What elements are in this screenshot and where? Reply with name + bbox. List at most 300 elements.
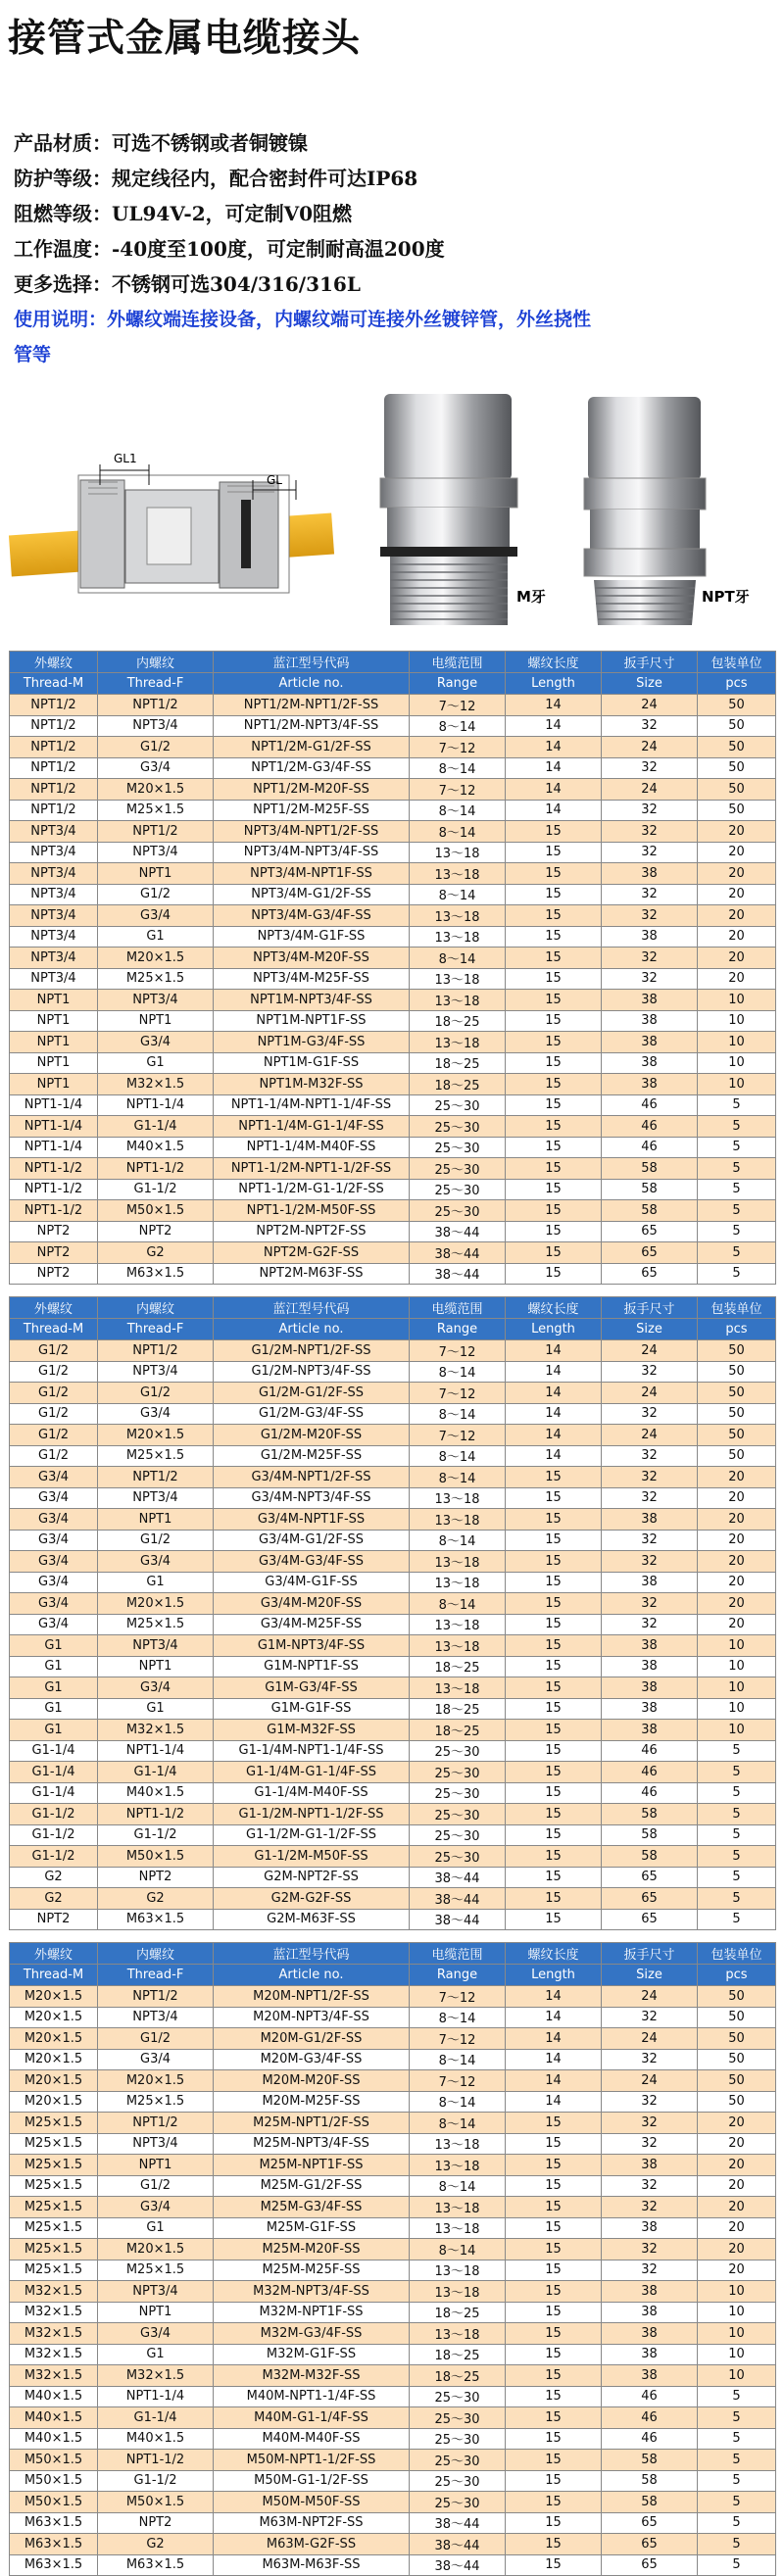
table-row [10,1551,776,1573]
table-cell: 10 [698,1677,776,1699]
table-cell: 20 [698,1551,776,1573]
table-row [10,926,776,948]
table-cell: 15 [506,1094,602,1116]
table-cell: M40×1.5 [98,1137,214,1158]
table-cell: G3/4 [10,1572,98,1593]
table-cell: M20M-M20F-SS [214,2070,410,2092]
table-row [10,2007,776,2028]
table-cell: 18～25 [410,2344,506,2365]
table-cell: G1-1/4M-M40F-SS [214,1782,410,1804]
table-cell: 15 [506,1888,602,1910]
table-cell: 32 [602,2197,698,2218]
table-cell: G1M-G1F-SS [214,1698,410,1720]
table-row [10,1403,776,1425]
table-cell: NPT3/4 [98,1361,214,1383]
table-cell: 50 [698,1986,776,2008]
table-cell: G3/4 [98,1677,214,1699]
table-cell: 46 [602,2407,698,2429]
table-row [10,1361,776,1383]
table-cell: G1M-G3/4F-SS [214,1677,410,1699]
table-cell: G1/2 [98,737,214,758]
table-cell: 32 [602,968,698,990]
table-cell: NPT1/2 [10,757,98,779]
table-cell: 20 [698,926,776,948]
table-cell: 10 [698,2365,776,2387]
table-cell: 15 [506,1635,602,1657]
table-cell: 8～14 [410,1467,506,1488]
table-cell: NPT1M-G3/4F-SS [214,1032,410,1053]
table-cell: 24 [602,695,698,716]
table-row [10,1032,776,1053]
table-cell: G1M-NPT3/4F-SS [214,1635,410,1657]
table-cell: NPT1-1/2 [10,1200,98,1222]
table-cell: 32 [602,2175,698,2197]
table-cell: 25～30 [410,1116,506,1138]
table-cell: 14 [506,1445,602,1467]
table-cell: 38～44 [410,1888,506,1910]
table-cell: 14 [506,800,602,821]
table-cell: 20 [698,1572,776,1593]
table-cell: G1/2 [98,1383,214,1404]
table-cell: 15 [506,1467,602,1488]
table-cell: NPT1/2M-NPT3/4F-SS [214,715,410,737]
table-row [10,842,776,863]
table-cell: G1 [10,1635,98,1657]
table-cell: 32 [602,715,698,737]
table-row [10,1425,776,1446]
table-cell: 38 [602,1010,698,1032]
table-cell: NPT1-1/4 [10,1094,98,1116]
table-cell: 46 [602,1762,698,1783]
table-cell: M20×1.5 [98,948,214,969]
table-cell: G1 [98,926,214,948]
table-row [10,2512,776,2534]
table-cell: NPT3/4 [98,842,214,863]
table-cell: 38～44 [410,1909,506,1930]
table-cell: 5 [698,1740,776,1762]
table-cell: G2 [10,1888,98,1910]
table-cell: M32×1.5 [10,2323,98,2345]
table-cell: NPT1M-M32F-SS [214,1074,410,1095]
header-cell: 扳手尺寸 [602,1943,698,1965]
table-cell: 38～44 [410,2534,506,2555]
table-cell: M63M-NPT2F-SS [214,2512,410,2534]
table-row [10,1635,776,1657]
table-cell: 15 [506,2534,602,2555]
table-cell: G1-1/2 [98,1824,214,1846]
table-cell: 38 [602,1052,698,1074]
table-cell: 15 [506,1614,602,1635]
header-cell: 电缆范围 [410,1297,506,1319]
table-cell: 38 [602,1635,698,1657]
table-cell: NPT3/4M-G3/4F-SS [214,905,410,927]
table-cell: 15 [506,821,602,843]
table-cell: 38 [602,1656,698,1677]
table-cell: M63×1.5 [10,2554,98,2576]
table-cell: M63×1.5 [98,1263,214,1285]
table-row [10,884,776,905]
table-cell: G3/4M-NPT1F-SS [214,1509,410,1531]
table-cell: M25×1.5 [10,2175,98,2197]
table-row [10,2239,776,2260]
table-row [10,905,776,927]
table-cell: 5 [698,2428,776,2450]
table-cell: M40×1.5 [10,2428,98,2450]
table-cell: G3/4 [98,757,214,779]
table-cell: G3/4M-M20F-SS [214,1593,410,1615]
table-cell: 7～12 [410,779,506,801]
table-cell: 13～18 [410,1677,506,1699]
table-cell: 15 [506,1677,602,1699]
header-cell: 蓝江型号代码 [214,1297,410,1319]
spec-value: UL94V-2，可定制V0阻燃 [112,202,353,225]
table-cell: 15 [506,926,602,948]
table-cell: 24 [602,2070,698,2092]
table-cell: NPT1/2 [98,1986,214,2008]
table-row [10,1867,776,1888]
table-cell: 14 [506,1425,602,1446]
table-cell: M32M-NPT3/4F-SS [214,2281,410,2303]
table-cell: 15 [506,2450,602,2471]
table-cell: G2 [10,1867,98,1888]
table-cell: G1/2 [10,1403,98,1425]
table-cell: 14 [506,1340,602,1362]
table-row [10,1614,776,1635]
table-cell: 5 [698,2554,776,2576]
table-cell: M25M-NPT1/2F-SS [214,2113,410,2134]
table-cell: 38～44 [410,2554,506,2576]
table-cell: 38 [602,1074,698,1095]
table-cell: 50 [698,1383,776,1404]
table-cell: G3/4M-G3/4F-SS [214,1551,410,1573]
table-cell: G3/4 [98,2049,214,2070]
table-cell: G1M-NPT1F-SS [214,1656,410,1677]
table-cell: 15 [506,2217,602,2239]
table-cell: 15 [506,1551,602,1573]
table-cell: NPT1 [98,1010,214,1032]
table-cell: 8～14 [410,1445,506,1467]
table-cell: 20 [698,2217,776,2239]
table-cell: 15 [506,1867,602,1888]
table-row [10,2281,776,2303]
spec-label: 产品材质： [14,131,112,155]
table-cell: G1/2 [10,1445,98,1467]
table-cell: NPT3/4 [98,2281,214,2303]
spec-value: 可选不锈钢或者铜镀镍 [112,131,308,155]
header-cell: 内螺纹 [98,1943,214,1965]
table-cell: 15 [506,2492,602,2513]
table-cell: 5 [698,1116,776,1138]
table-cell: 15 [506,1074,602,1095]
spec-options [14,267,778,302]
table-cell: 8～14 [410,2113,506,2134]
table-cell: 8～14 [410,1403,506,1425]
table-row [10,1137,776,1158]
table-cell: NPT1/2 [10,715,98,737]
table-cell: 32 [602,1551,698,1573]
table-cell: 14 [506,737,602,758]
table-row [10,821,776,843]
table-cell: G3/4 [98,2323,214,2345]
spec-label: 更多选择： [14,272,112,296]
table-cell: NPT1-1/4 [98,1740,214,1762]
table-cell: 38 [602,2344,698,2365]
table-cell: NPT1-1/4M-M40F-SS [214,1137,410,1158]
table-cell: NPT1 [98,1656,214,1677]
table-row [10,2028,776,2050]
table-cell: G3/4 [98,1551,214,1573]
table-cell: M50×1.5 [10,2450,98,2471]
table-cell: NPT3/4 [98,715,214,737]
table-row [10,863,776,885]
table-row [10,1200,776,1222]
table-cell: 32 [602,905,698,927]
table-cell: M50×1.5 [98,1200,214,1222]
table-cell: 13～18 [410,2155,506,2176]
table-cell: 5 [698,1094,776,1116]
table-cell: 7～12 [410,2070,506,2092]
table-cell: 15 [506,1263,602,1285]
table-cell: NPT2 [10,1242,98,1264]
table-cell: 15 [506,2302,602,2323]
table-cell: NPT3/4 [98,2133,214,2155]
table-cell: G3/4 [10,1467,98,1488]
table-cell: M32×1.5 [98,2365,214,2387]
table-row [10,1383,776,1404]
table-cell: 50 [698,2070,776,2092]
table-cell: 32 [602,2113,698,2134]
table-cell: 20 [698,905,776,927]
table-cell: 38 [602,990,698,1011]
table-cell: M25M-G1/2F-SS [214,2175,410,2197]
table-cell: NPT1/2M-G3/4F-SS [214,757,410,779]
table-cell: 50 [698,1425,776,1446]
spec-protection [14,161,778,196]
table-row [10,2049,776,2070]
table-cell: NPT1/2 [10,695,98,716]
table-cell: M25×1.5 [10,2155,98,2176]
table-row [10,1656,776,1677]
table-cell: 8～14 [410,2007,506,2028]
table-cell: 13～18 [410,968,506,990]
table-cell: 50 [698,695,776,716]
table-cell: 5 [698,2512,776,2534]
table-cell: 7～12 [410,695,506,716]
table-cell: 10 [698,1074,776,1095]
table-cell: 18～25 [410,1656,506,1677]
table-row [10,1052,776,1074]
table-row [10,1221,776,1242]
table-cell: G1 [10,1698,98,1720]
table-header-row [10,673,776,695]
table-gap [9,1930,775,1942]
table-cell: NPT1/2 [98,2113,214,2134]
spec-label: 防护等级： [14,167,112,190]
table-cell: NPT1 [98,1509,214,1531]
table-header-row [10,1319,776,1340]
table-cell: G1M-M32F-SS [214,1720,410,1741]
table-cell: 15 [506,1032,602,1053]
table-row [10,1762,776,1783]
table-row [10,1740,776,1762]
table-cell: M63×1.5 [10,2512,98,2534]
table-cell: 58 [602,1824,698,1846]
table-cell: G1-1/4 [10,1740,98,1762]
table-cell: 50 [698,2091,776,2113]
table-cell: 20 [698,1593,776,1615]
table-cell: 32 [602,2091,698,2113]
header-cell: 电缆范围 [410,652,506,673]
table-cell: 50 [698,715,776,737]
table-cell: 32 [602,757,698,779]
table-gap [9,1285,775,1296]
table-cell: 25～30 [410,2428,506,2450]
table-row [10,1179,776,1200]
table-cell: 65 [602,2512,698,2534]
table-cell: 7～12 [410,1383,506,1404]
table-cell: 13～18 [410,2323,506,2345]
table-cell: M20M-G3/4F-SS [214,2049,410,2070]
table-cell: M25×1.5 [10,2239,98,2260]
table-cell: M25M-M25F-SS [214,2260,410,2281]
table-cell: 14 [506,2028,602,2050]
table-cell: 32 [602,2049,698,2070]
table-cell: NPT1-1/4M-G1-1/4F-SS [214,1116,410,1138]
table-row [10,2554,776,2576]
table-cell: 14 [506,1361,602,1383]
table-row [10,757,776,779]
header-cell: 外螺纹 [10,1297,98,1319]
table-cell: 25～30 [410,1094,506,1116]
table-row [10,2155,776,2176]
table-cell: M50M-NPT1-1/2F-SS [214,2450,410,2471]
table-cell: NPT1M-NPT1F-SS [214,1010,410,1032]
table-cell: M40M-G1-1/4F-SS [214,2407,410,2429]
table-cell: 8～14 [410,757,506,779]
table-cell: 5 [698,1909,776,1930]
table-cell: NPT3/4 [98,2007,214,2028]
table-cell: G1-1/4 [10,1762,98,1783]
table-cell: 13～18 [410,842,506,863]
table-cell: NPT3/4 [10,821,98,843]
table-cell: M20M-NPT1/2F-SS [214,1986,410,2008]
table-cell: M25×1.5 [98,800,214,821]
table-cell: G2M-G2F-SS [214,1888,410,1910]
table-cell: 8～14 [410,2239,506,2260]
header-cell: Article no. [214,673,410,695]
table-cell: 5 [698,1804,776,1825]
table-cell: NPT2 [98,1221,214,1242]
table-cell: 15 [506,948,602,969]
table-cell: G3/4 [10,1487,98,1509]
table-cell: NPT1-1/2 [10,1179,98,1200]
table-cell: 10 [698,1698,776,1720]
table-cell: M63×1.5 [98,1909,214,1930]
table-cell: 8～14 [410,884,506,905]
table-cell: NPT3/4M-NPT3/4F-SS [214,842,410,863]
table-row [10,1909,776,1930]
header-cell: 扳手尺寸 [602,1297,698,1319]
table-cell: 15 [506,2407,602,2429]
table-cell: M20×1.5 [10,2091,98,2113]
spec-value: 不锈钢可选304/316/316L [112,272,361,296]
table-cell: M25×1.5 [98,2091,214,2113]
table-cell: 10 [698,2302,776,2323]
table-cell: 14 [506,1986,602,2008]
table-cell: G3/4 [98,1032,214,1053]
table-cell: 20 [698,1487,776,1509]
table-cell: M20×1.5 [10,2028,98,2050]
table-cell: 32 [602,1403,698,1425]
table-row [10,2197,776,2218]
table-row [10,2344,776,2365]
gl-label: GL [267,473,282,487]
table-cell: G3/4 [98,2197,214,2218]
table-cell: 10 [698,1720,776,1741]
table-cell: 13～18 [410,1572,506,1593]
table-cell: G1 [10,1677,98,1699]
table-cell: 5 [698,2386,776,2407]
table-cell: NPT3/4 [10,863,98,885]
table-cell: 15 [506,1010,602,1032]
table-cell: NPT3/4 [98,1635,214,1657]
table-cell: G2 [98,1888,214,1910]
header-cell: 内螺纹 [98,1297,214,1319]
table-cell: 32 [602,821,698,843]
table-cell: 32 [602,1445,698,1467]
table-cell: 24 [602,779,698,801]
table-cell: NPT1M-NPT3/4F-SS [214,990,410,1011]
table-row [10,990,776,1011]
table-cell: NPT1/2M-G1/2F-SS [214,737,410,758]
table-cell: 5 [698,1263,776,1285]
table-cell: 15 [506,2344,602,2365]
table-cell: G1/2M-NPT1/2F-SS [214,1340,410,1362]
table-row [10,2407,776,2429]
table-cell: NPT1M-G1F-SS [214,1052,410,1074]
table-cell: NPT1 [98,2302,214,2323]
table-cell: G2M-M63F-SS [214,1909,410,1930]
table-cell: M63×1.5 [10,2534,98,2555]
table-cell: NPT3/4M-G1/2F-SS [214,884,410,905]
table-cell: NPT1 [10,1074,98,1095]
table-cell: 46 [602,1094,698,1116]
header-cell: Article no. [214,1319,410,1340]
table-cell: 15 [506,1698,602,1720]
table-cell: 15 [506,1824,602,1846]
table-cell: 10 [698,2281,776,2303]
table-cell: G1-1/4M-NPT1-1/4F-SS [214,1740,410,1762]
header-cell: Size [602,1965,698,1986]
usage-note [14,302,602,372]
table-row [10,800,776,821]
table-cell: 32 [602,1530,698,1551]
table-cell: 58 [602,1179,698,1200]
table-cell: 15 [506,2512,602,2534]
table-cell: 15 [506,2470,602,2492]
table-cell: M25×1.5 [10,2260,98,2281]
table-cell: 58 [602,1846,698,1868]
table-cell: 5 [698,2534,776,2555]
table-cell: M50×1.5 [10,2470,98,2492]
table-header-row [10,1965,776,1986]
table-cell: 8～14 [410,1361,506,1383]
table-cell: 15 [506,1158,602,1180]
table-cell: M25×1.5 [10,2133,98,2155]
table-cell: NPT1/2M-M20F-SS [214,779,410,801]
npt-thread-label: NPT牙 [702,588,750,606]
table-cell: NPT1-1/2 [98,1804,214,1825]
